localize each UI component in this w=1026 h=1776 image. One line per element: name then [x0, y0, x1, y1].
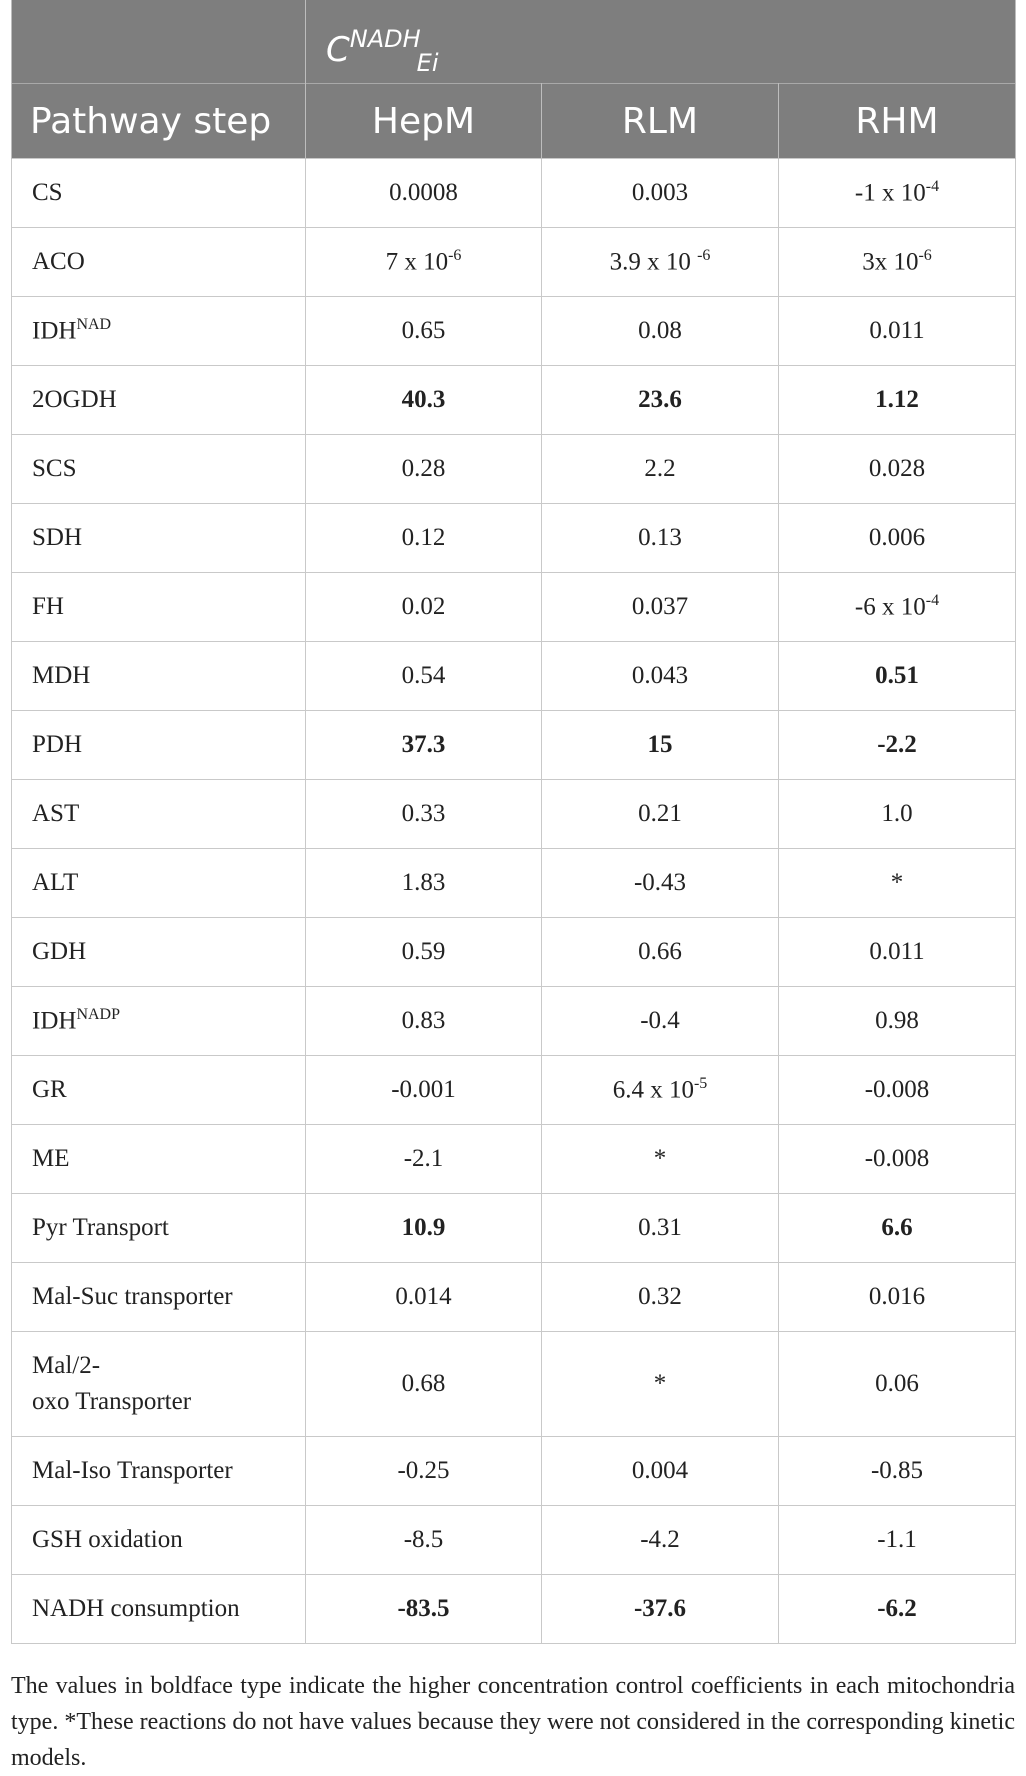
value-cell-hepm — [306, 159, 542, 228]
coefficient-subscript: Ei — [416, 48, 439, 77]
value-rlm: 0.043 — [631, 662, 689, 689]
value-rhm: -0.85 — [870, 1457, 924, 1484]
value-rlm: 0.13 — [638, 524, 682, 551]
value-cell-rhm — [779, 504, 1016, 573]
value-cell-hepm — [306, 573, 542, 642]
pathway-step-label: GR — [32, 1076, 67, 1103]
pathway-step-label: MDH — [32, 662, 91, 689]
pathway-step-cell — [12, 711, 306, 780]
pathway-step-label: ME — [32, 1145, 70, 1172]
pathway-step-label: Mal-Suc transporter — [32, 1283, 233, 1310]
value-rlm: 0.003 — [631, 179, 689, 206]
value-rlm: -4.2 — [640, 1526, 680, 1553]
value-cell-hepm — [306, 1506, 542, 1575]
value-hepm: 0.12 — [401, 524, 446, 551]
value-cell-rhm — [779, 1194, 1016, 1263]
value-hepm: 0.83 — [401, 1007, 446, 1034]
value-cell-rhm — [779, 228, 1016, 297]
value-hepm: 0.59 — [401, 938, 446, 965]
column-header-rhm: RHM — [779, 84, 1016, 159]
value-cell-rlm — [542, 987, 779, 1056]
value-cell-rlm — [542, 918, 779, 987]
value-rlm: 15 — [647, 731, 673, 758]
value-rhm-exponent: -4 — [925, 178, 940, 196]
value-cell-rlm — [542, 366, 779, 435]
value-rlm-exponent: -5 — [693, 1075, 708, 1093]
pathway-step-cell — [12, 435, 306, 504]
value-cell-rlm — [542, 1263, 779, 1332]
value-cell-rlm — [542, 435, 779, 504]
pathway-step-cell — [12, 1125, 306, 1194]
value-cell-rhm — [779, 1437, 1016, 1506]
value-hepm: 0.68 — [401, 1370, 446, 1397]
table-row — [12, 1125, 1016, 1194]
pathway-step-cell — [12, 159, 306, 228]
value-hepm: 0.0008 — [389, 179, 458, 206]
value-cell-rlm — [542, 849, 779, 918]
pathway-step-cell — [12, 504, 306, 573]
table-row — [12, 849, 1016, 918]
value-hepm: -0.25 — [397, 1457, 450, 1484]
pathway-step-label: CS — [32, 179, 63, 206]
table-row — [12, 297, 1016, 366]
value-cell-rhm — [779, 711, 1016, 780]
value-cell-rlm — [542, 1437, 779, 1506]
column-header-pathway-step: Pathway step — [12, 84, 306, 159]
value-rlm: 2.2 — [644, 455, 676, 482]
table-row — [12, 159, 1016, 228]
pathway-step-cell — [12, 780, 306, 849]
value-hepm: -2.1 — [403, 1145, 444, 1172]
value-cell-rhm — [779, 573, 1016, 642]
value-cell-hepm — [306, 780, 542, 849]
pathway-step-label: Mal-Iso Transporter — [32, 1457, 233, 1484]
table-row — [12, 987, 1016, 1056]
value-rhm: 6.6 — [881, 1214, 913, 1241]
pathway-step-label: FH — [32, 593, 64, 620]
table-row — [12, 642, 1016, 711]
pathway-step-cell — [12, 1056, 306, 1125]
control-coefficient-table — [11, 0, 1016, 1644]
value-cell-rlm — [542, 297, 779, 366]
value-cell-rhm — [779, 780, 1016, 849]
value-rhm: -2.2 — [877, 731, 917, 758]
value-hepm: 0.54 — [401, 662, 446, 689]
value-rlm-exponent: -6 — [697, 247, 711, 265]
value-cell-hepm — [306, 1125, 542, 1194]
table-row — [12, 1332, 1016, 1437]
value-rlm: 0.037 — [631, 593, 689, 620]
value-cell-rhm — [779, 1332, 1016, 1437]
value-cell-rlm — [542, 1506, 779, 1575]
pathway-step-label: Pyr Transport — [32, 1214, 169, 1241]
value-hepm: -0.001 — [391, 1076, 456, 1103]
pathway-step-superscript: NADP — [76, 1006, 120, 1024]
value-rlm: 3.9 x 10 — [609, 248, 698, 276]
value-cell-rlm — [542, 573, 779, 642]
value-hepm: -8.5 — [403, 1526, 444, 1553]
value-cell-rhm — [779, 159, 1016, 228]
value-cell-rlm — [542, 504, 779, 573]
value-cell-rhm — [779, 1125, 1016, 1194]
value-cell-rhm — [779, 849, 1016, 918]
value-rhm: 0.06 — [875, 1370, 919, 1397]
value-cell-hepm — [306, 918, 542, 987]
value-cell-rlm — [542, 711, 779, 780]
table-row — [12, 435, 1016, 504]
value-rhm: 0.006 — [868, 524, 926, 551]
pathway-step-cell — [12, 573, 306, 642]
value-cell-hepm — [306, 642, 542, 711]
value-rlm: -0.43 — [633, 869, 687, 896]
value-rlm: 23.6 — [638, 386, 682, 413]
table-header — [12, 0, 1016, 159]
value-rlm: -37.6 — [633, 1595, 687, 1622]
value-cell-hepm — [306, 504, 542, 573]
value-rhm: 0.028 — [868, 455, 926, 482]
value-rlm: 0.004 — [631, 1457, 689, 1484]
pathway-step-cell — [12, 849, 306, 918]
value-rhm: 0.98 — [875, 1007, 919, 1034]
pathway-step-cell — [12, 1263, 306, 1332]
value-cell-rhm — [779, 918, 1016, 987]
value-rhm-exponent: -6 — [918, 247, 932, 265]
value-rhm-exponent: -4 — [925, 592, 940, 610]
value-rlm: * — [653, 1145, 667, 1172]
value-rhm: 1.12 — [875, 386, 919, 413]
value-cell-hepm — [306, 1263, 542, 1332]
value-hepm: 0.014 — [395, 1283, 452, 1310]
pathway-step-label: IDH — [32, 317, 77, 345]
value-cell-rlm — [542, 1332, 779, 1437]
table-row — [12, 1056, 1016, 1125]
column-header-rlm: RLM — [542, 84, 779, 159]
value-hepm: 37.3 — [401, 731, 446, 758]
value-cell-rhm — [779, 1263, 1016, 1332]
value-hepm-exponent: -6 — [448, 247, 462, 265]
pathway-step-cell — [12, 1437, 306, 1506]
pathway-step-label: NADH consumption — [32, 1595, 240, 1622]
value-cell-rhm — [779, 642, 1016, 711]
value-cell-rlm — [542, 159, 779, 228]
value-cell-rlm — [542, 780, 779, 849]
header-empty-cell — [12, 0, 306, 84]
pathway-step-superscript: NAD — [76, 316, 112, 334]
value-rhm: -6.2 — [877, 1595, 917, 1622]
value-rlm: 0.08 — [638, 317, 682, 344]
value-cell-hepm — [306, 366, 542, 435]
value-cell-rlm — [542, 1056, 779, 1125]
table-row — [12, 366, 1016, 435]
value-rlm: 0.66 — [638, 938, 682, 965]
pathway-step-cell — [12, 918, 306, 987]
value-cell-rhm — [779, 1506, 1016, 1575]
value-hepm: 0.02 — [401, 593, 446, 620]
value-rlm: 6.4 x 10 — [612, 1076, 694, 1104]
pathway-step-label: GDH — [32, 938, 87, 965]
table-container — [11, 0, 1015, 1644]
value-cell-rhm — [779, 297, 1016, 366]
value-rhm: 0.011 — [869, 317, 925, 344]
pathway-step-cell — [12, 297, 306, 366]
value-hepm: 7 x 10 — [385, 248, 449, 276]
pathway-step-label: PDH — [32, 731, 83, 758]
value-hepm: 0.65 — [401, 317, 446, 344]
coefficient-symbol — [306, 24, 439, 77]
value-cell-rhm — [779, 366, 1016, 435]
table-row — [12, 1506, 1016, 1575]
pathway-step-cell — [12, 642, 306, 711]
pathway-step-label: SDH — [32, 524, 83, 551]
value-rhm: * — [890, 869, 904, 896]
table-row — [12, 1575, 1016, 1644]
pathway-step-cell — [12, 366, 306, 435]
value-rhm: 0.016 — [868, 1283, 926, 1310]
table-row — [12, 918, 1016, 987]
value-rhm: -6 x 10 — [854, 593, 926, 621]
value-rhm: -1 x 10 — [854, 179, 926, 207]
table-row — [12, 1263, 1016, 1332]
value-rhm: 0.51 — [875, 662, 919, 689]
pathway-step-label: IDH — [32, 1007, 77, 1035]
pathway-step-cell — [12, 1575, 306, 1644]
value-cell-rlm — [542, 642, 779, 711]
value-hepm: 0.33 — [401, 800, 446, 827]
table-row — [12, 711, 1016, 780]
value-hepm: 1.83 — [401, 869, 446, 896]
pathway-step-cell — [12, 1332, 306, 1437]
value-cell-hepm — [306, 297, 542, 366]
value-cell-rhm — [779, 1575, 1016, 1644]
table-row — [12, 780, 1016, 849]
coefficient-base: C — [326, 29, 350, 70]
value-cell-hepm — [306, 1437, 542, 1506]
value-cell-hepm — [306, 1056, 542, 1125]
pathway-step-label-line2: oxo Transporter — [32, 1388, 192, 1415]
value-cell-hepm — [306, 228, 542, 297]
value-hepm: -83.5 — [397, 1595, 450, 1622]
value-cell-rlm — [542, 1125, 779, 1194]
coefficient-superscript: NADH — [349, 24, 421, 53]
value-rlm: * — [653, 1370, 667, 1397]
value-cell-rlm — [542, 1194, 779, 1263]
table-footnote: The values in boldface type indicate the higher concentration control coefficients in each mitochondria type. *These reactions do not have values because they were not considered in the corresponding kinetic models. — [11, 1673, 1015, 1771]
value-cell-hepm — [306, 1194, 542, 1263]
value-cell-hepm — [306, 711, 542, 780]
value-rhm: 3x 10 — [862, 248, 919, 276]
pathway-step-label: SCS — [32, 455, 77, 482]
value-cell-hepm — [306, 435, 542, 504]
value-cell-rhm — [779, 1056, 1016, 1125]
value-rhm: -0.008 — [864, 1076, 930, 1103]
coefficient-header-cell — [306, 0, 1016, 84]
value-cell-hepm — [306, 849, 542, 918]
column-header-hepm: HepM — [306, 84, 542, 159]
table-row — [12, 573, 1016, 642]
pathway-step-cell — [12, 1506, 306, 1575]
pathway-step-label-line1: Mal/2- — [32, 1352, 101, 1379]
pathway-step-cell — [12, 1194, 306, 1263]
header-row-columns — [12, 84, 1016, 159]
value-rlm: 0.32 — [638, 1283, 682, 1310]
pathway-step-label: 2OGDH — [32, 386, 117, 413]
header-row-coefficient — [12, 0, 1016, 84]
pathway-step-label: ALT — [32, 869, 79, 896]
value-rlm: 0.21 — [638, 800, 682, 827]
value-rlm: 0.31 — [638, 1214, 682, 1241]
value-rhm: -1.1 — [877, 1526, 917, 1553]
value-cell-rhm — [779, 987, 1016, 1056]
pathway-step-cell — [12, 228, 306, 297]
value-cell-rhm — [779, 435, 1016, 504]
value-hepm: 40.3 — [401, 386, 446, 413]
value-rhm: -0.008 — [864, 1145, 930, 1172]
value-rhm: 1.0 — [881, 800, 913, 827]
value-rlm: -0.4 — [640, 1007, 680, 1034]
pathway-step-cell — [12, 987, 306, 1056]
value-cell-rlm — [542, 1575, 779, 1644]
value-rhm: 0.011 — [869, 938, 925, 965]
table-body — [12, 159, 1016, 1644]
table-row — [12, 504, 1016, 573]
value-hepm: 10.9 — [401, 1214, 446, 1241]
pathway-step-label: AST — [32, 800, 80, 827]
pathway-step-label: GSH oxidation — [32, 1526, 183, 1553]
value-cell-rlm — [542, 228, 779, 297]
table-row — [12, 228, 1016, 297]
table-row — [12, 1437, 1016, 1506]
value-hepm: 0.28 — [401, 455, 446, 482]
value-cell-hepm — [306, 987, 542, 1056]
table-row — [12, 1194, 1016, 1263]
value-cell-hepm — [306, 1332, 542, 1437]
value-cell-hepm — [306, 1575, 542, 1644]
pathway-step-label: ACO — [32, 248, 85, 275]
